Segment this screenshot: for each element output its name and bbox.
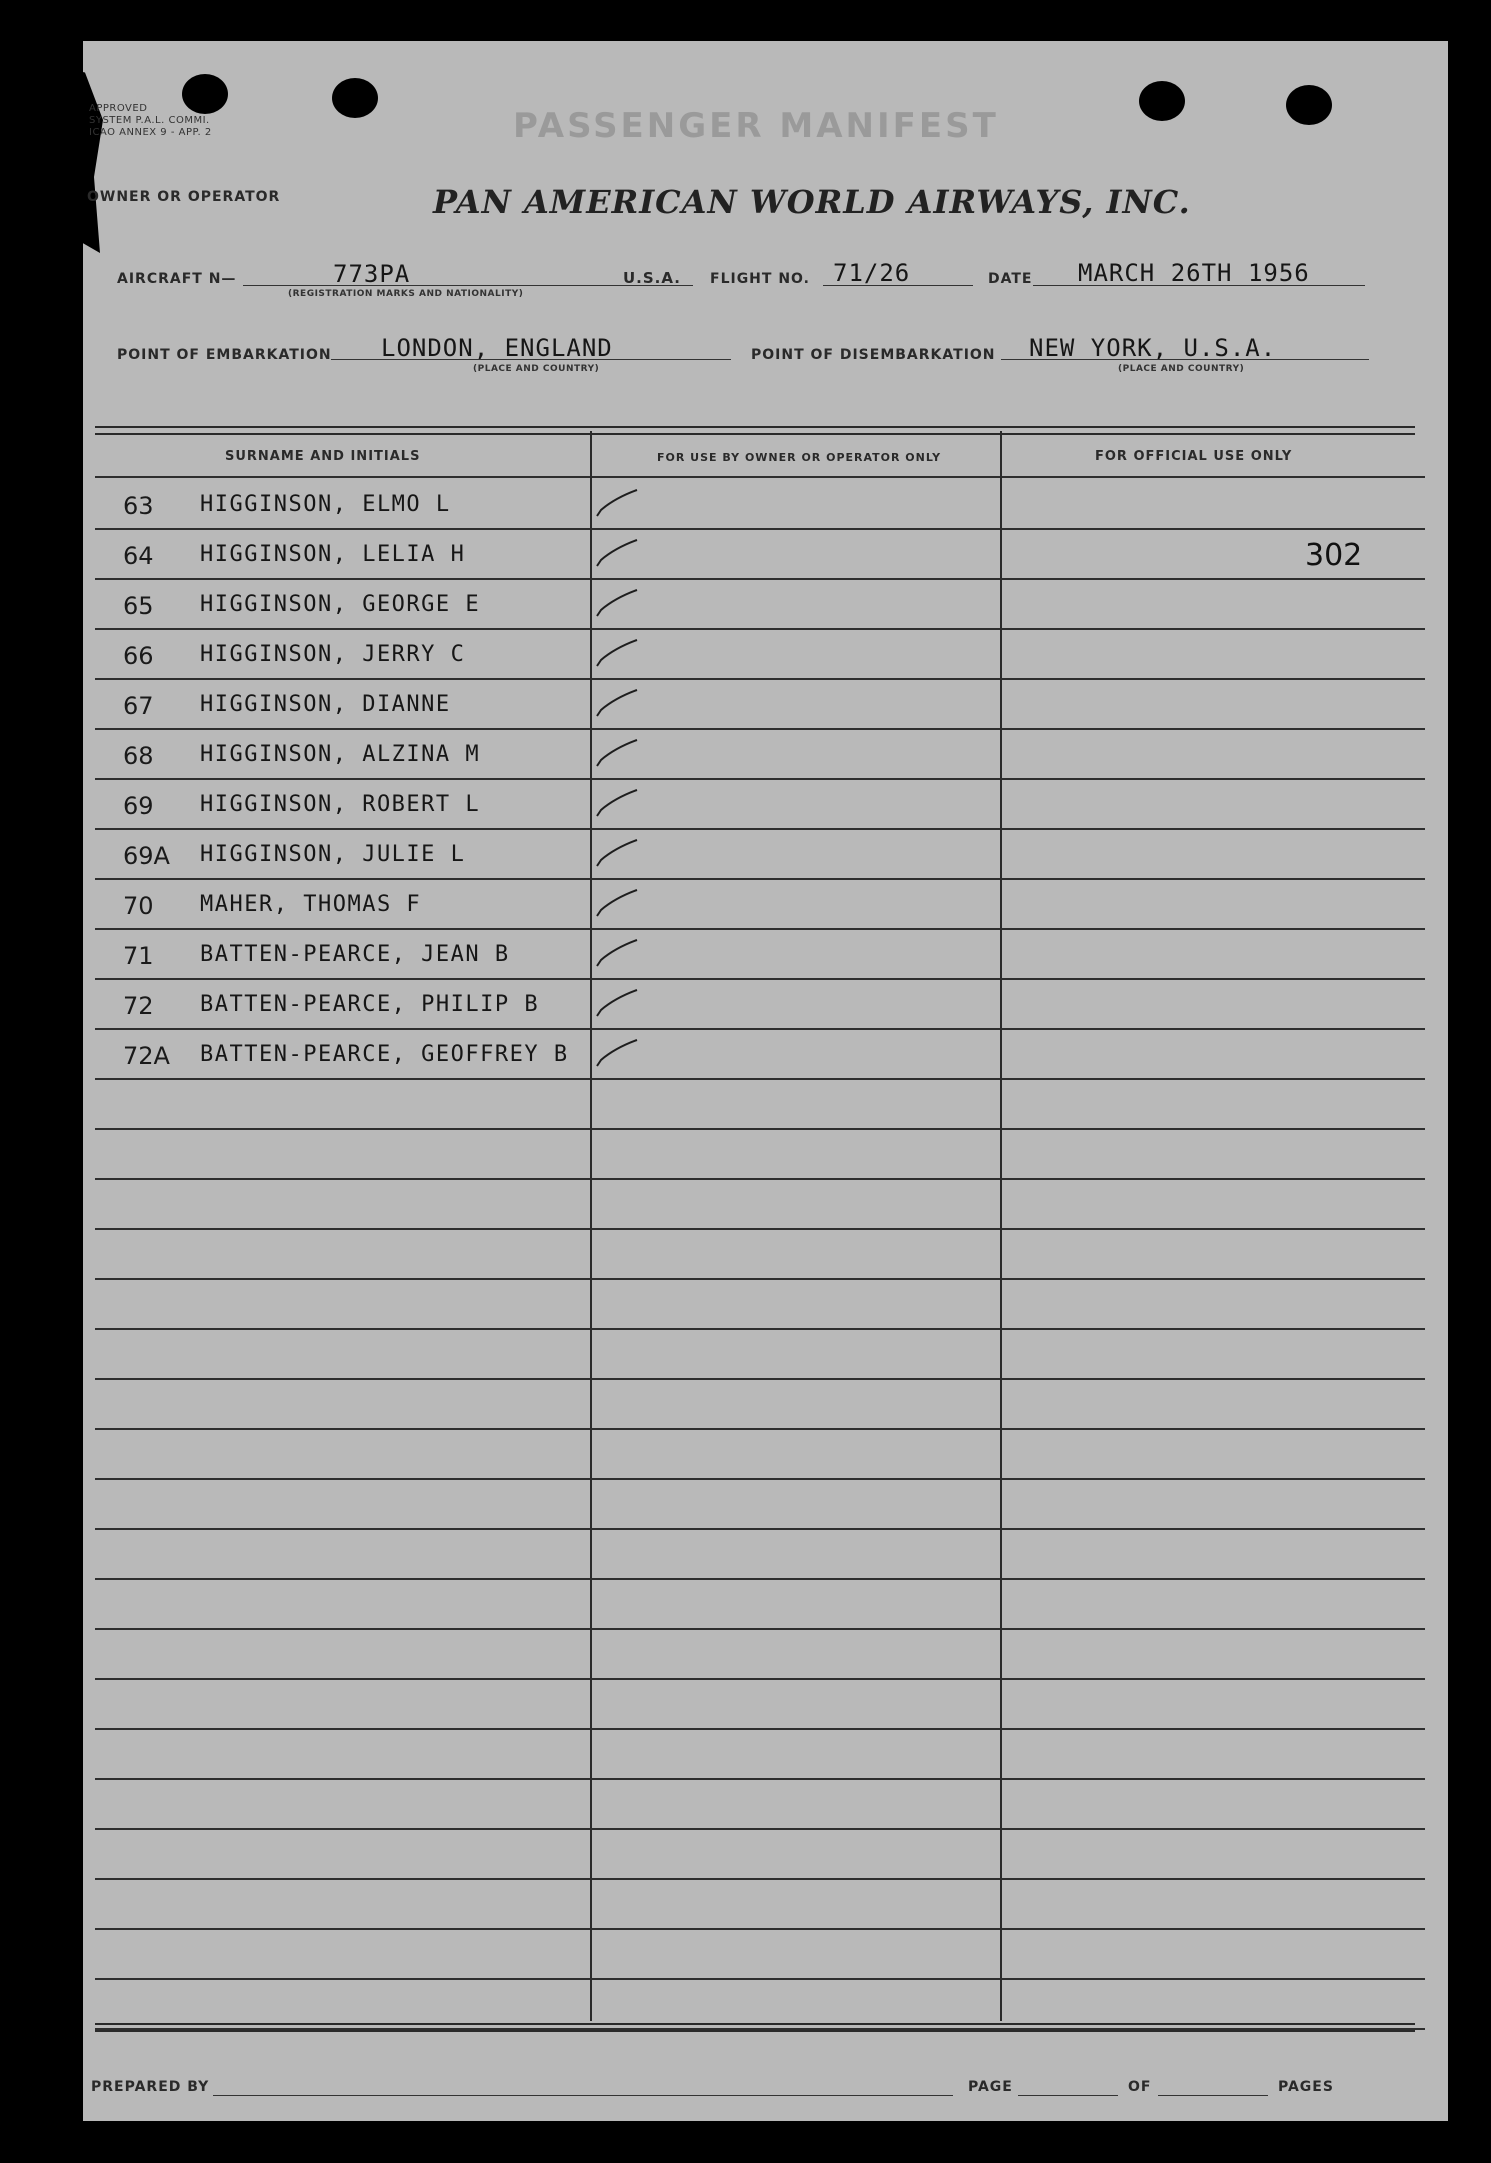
embark-caption: (PLACE AND COUNTRY) bbox=[473, 364, 600, 374]
column-header-official-use: FOR OFFICIAL USE ONLY bbox=[1095, 449, 1293, 464]
date-value: MARCH 26TH 1956 bbox=[1078, 259, 1310, 287]
disembark-value: NEW YORK, U.S.A. bbox=[1029, 334, 1277, 362]
blank-row bbox=[95, 1628, 1425, 1680]
stamp-line: SYSTEM P.A.L. COMMI. bbox=[89, 115, 210, 126]
passenger-number: 67 bbox=[123, 692, 154, 720]
header-double-rule bbox=[95, 426, 1415, 435]
passenger-name: BATTEN-PEARCE, JEAN B bbox=[200, 942, 510, 967]
blank-row bbox=[95, 1078, 1425, 1130]
blank-row bbox=[95, 1778, 1425, 1830]
of-label: OF bbox=[1128, 2079, 1152, 2095]
blank-row bbox=[95, 1578, 1425, 1630]
table-row bbox=[95, 528, 1425, 580]
embark-underline bbox=[331, 359, 731, 360]
table-row bbox=[95, 778, 1425, 830]
table-row bbox=[95, 828, 1425, 880]
passenger-number: 69A bbox=[123, 842, 170, 870]
table-row bbox=[95, 728, 1425, 780]
passenger-name: HIGGINSON, GEORGE E bbox=[200, 592, 481, 617]
disembark-label: POINT OF DISEMBARKATION bbox=[751, 347, 996, 363]
passenger-name: MAHER, THOMAS F bbox=[200, 892, 422, 917]
flight-value: 71/26 bbox=[833, 259, 911, 287]
passenger-number: 72 bbox=[123, 992, 154, 1020]
table-row bbox=[95, 928, 1425, 980]
blank-row bbox=[95, 1178, 1425, 1230]
check-mark-icon bbox=[595, 686, 639, 720]
passenger-number: 72A bbox=[123, 1042, 170, 1070]
blank-row bbox=[95, 1828, 1425, 1880]
official-use-value: 302 bbox=[1305, 538, 1363, 573]
passenger-name: HIGGINSON, JULIE L bbox=[200, 842, 466, 867]
page-title: PASSENGER MANIFEST bbox=[513, 106, 999, 146]
passenger-name: HIGGINSON, LELIA H bbox=[200, 542, 466, 567]
table-row bbox=[95, 578, 1425, 630]
check-mark-icon bbox=[595, 536, 639, 570]
passenger-name: HIGGINSON, ROBERT L bbox=[200, 792, 481, 817]
blank-row bbox=[95, 1728, 1425, 1780]
blank-row bbox=[95, 1278, 1425, 1330]
usa-label: U.S.A. bbox=[623, 269, 681, 287]
check-mark-icon bbox=[595, 736, 639, 770]
passenger-number: 66 bbox=[123, 642, 154, 670]
blank-row bbox=[95, 1128, 1425, 1180]
blank-row bbox=[95, 1378, 1425, 1430]
blank-row bbox=[95, 1228, 1425, 1280]
table-row bbox=[95, 628, 1425, 680]
passenger-number: 71 bbox=[123, 942, 154, 970]
check-mark-icon bbox=[595, 586, 639, 620]
passenger-name: HIGGINSON, JERRY C bbox=[200, 642, 466, 667]
check-mark-icon bbox=[595, 936, 639, 970]
pages-label: PAGES bbox=[1278, 2079, 1334, 2095]
page-underline bbox=[1018, 2095, 1118, 2096]
torn-corner bbox=[43, 63, 103, 253]
column-header-owner-use: FOR USE BY OWNER OR OPERATOR ONLY bbox=[657, 451, 942, 464]
stamp-line: ICAO ANNEX 9 - APP. 2 bbox=[89, 127, 212, 138]
passenger-number: 65 bbox=[123, 592, 154, 620]
blank-row bbox=[95, 1428, 1425, 1480]
table-row bbox=[95, 978, 1425, 1030]
page-label: PAGE bbox=[968, 2079, 1013, 2095]
punch-hole-4 bbox=[1286, 85, 1332, 125]
check-mark-icon bbox=[595, 486, 639, 520]
passenger-number: 69 bbox=[123, 792, 154, 820]
date-label: DATE bbox=[988, 271, 1033, 287]
prepared-by-underline bbox=[213, 2095, 953, 2096]
check-mark-icon bbox=[595, 786, 639, 820]
airline-name: PAN AMERICAN WORLD AIRWAYS, INC. bbox=[433, 183, 1191, 221]
passenger-name: HIGGINSON, ELMO L bbox=[200, 492, 451, 517]
passenger-number: 64 bbox=[123, 542, 154, 570]
embark-label: POINT OF EMBARKATION bbox=[117, 347, 332, 363]
aircraft-caption: (REGISTRATION MARKS AND NATIONALITY) bbox=[288, 289, 524, 299]
flight-label: FLIGHT NO. bbox=[710, 271, 810, 287]
disembark-caption: (PLACE AND COUNTRY) bbox=[1118, 364, 1245, 374]
passenger-number: 68 bbox=[123, 742, 154, 770]
table-row bbox=[95, 678, 1425, 730]
column-header-surname: SURNAME AND INITIALS bbox=[225, 449, 421, 464]
blank-row bbox=[95, 1878, 1425, 1930]
embark-value: LONDON, ENGLAND bbox=[381, 334, 613, 362]
owner-label: OWNER OR OPERATOR bbox=[87, 189, 281, 205]
blank-row bbox=[95, 1478, 1425, 1530]
punch-hole-2 bbox=[332, 78, 378, 118]
manifest-sheet bbox=[83, 41, 1448, 2121]
aircraft-value: 773PA bbox=[333, 260, 411, 288]
blank-row bbox=[95, 1328, 1425, 1380]
prepared-by-label: PREPARED BY bbox=[91, 2079, 210, 2095]
date-underline bbox=[1033, 285, 1365, 286]
passenger-name: HIGGINSON, ALZINA M bbox=[200, 742, 481, 767]
blank-row bbox=[95, 1678, 1425, 1730]
blank-row bbox=[95, 1528, 1425, 1580]
passenger-name: BATTEN-PEARCE, GEOFFREY B bbox=[200, 1042, 569, 1067]
blank-row bbox=[95, 1928, 1425, 1980]
passenger-number: 63 bbox=[123, 492, 154, 520]
of-underline bbox=[1158, 2095, 1268, 2096]
table-row bbox=[95, 878, 1425, 930]
flight-underline bbox=[823, 285, 973, 286]
footer-double-rule bbox=[95, 2023, 1415, 2032]
check-mark-icon bbox=[595, 1036, 639, 1070]
check-mark-icon bbox=[595, 836, 639, 870]
check-mark-icon bbox=[595, 886, 639, 920]
punch-hole-3 bbox=[1139, 81, 1185, 121]
table-row bbox=[95, 1028, 1425, 1080]
check-mark-icon bbox=[595, 986, 639, 1020]
stamp-line: APPROVED bbox=[89, 103, 148, 114]
aircraft-label: AIRCRAFT N— bbox=[117, 271, 237, 287]
approval-stamp bbox=[89, 103, 212, 139]
passenger-name: BATTEN-PEARCE, PHILIP B bbox=[200, 992, 540, 1017]
passenger-number: 70 bbox=[123, 892, 154, 920]
disembark-underline bbox=[1001, 359, 1369, 360]
table-row bbox=[95, 478, 1425, 530]
passenger-name: HIGGINSON, DIANNE bbox=[200, 692, 451, 717]
check-mark-icon bbox=[595, 636, 639, 670]
